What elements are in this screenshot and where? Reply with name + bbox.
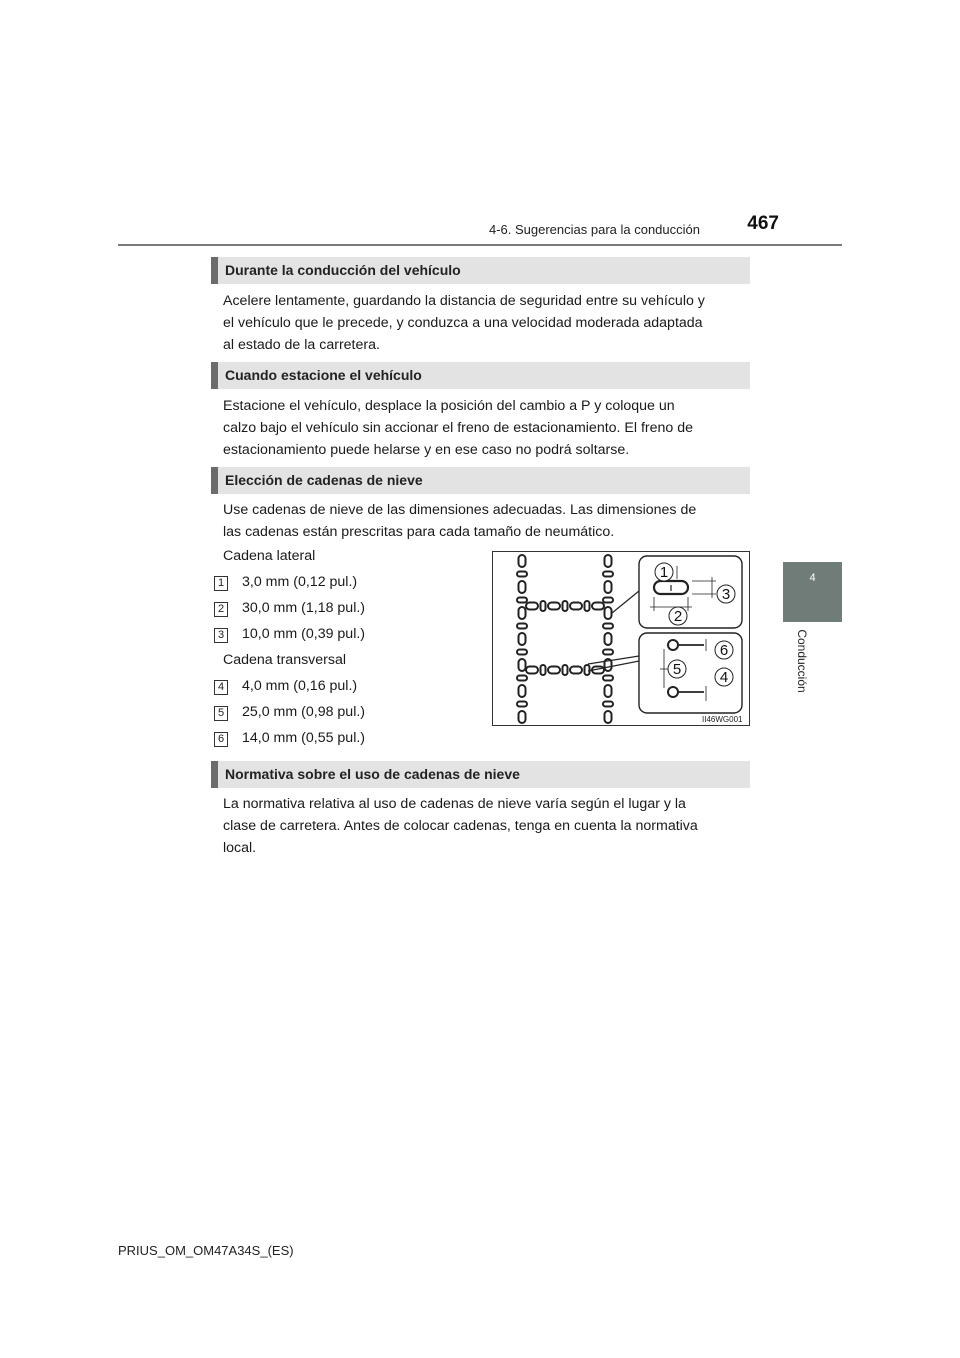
spec-value: 10,0 mm (0,39 pul.) xyxy=(242,626,366,642)
header-section-title: 4-6. Sugerencias para la conducción xyxy=(488,222,700,237)
document-id: PRIUS_OM_OM47A34S_(ES) xyxy=(118,1243,294,1258)
chapter-tab xyxy=(783,562,842,622)
chapter-tab-number: 4 xyxy=(809,572,816,584)
paragraph-line: Acelere lentamente, guardando la distancia de seguridad entre su vehículo y xyxy=(223,293,705,309)
section-heading-text: Normativa sobre el uso de cadenas de nieve xyxy=(225,766,520,782)
section-heading-text: Cuando estacione el vehículo xyxy=(225,367,422,383)
figure-callout: 1 xyxy=(659,564,669,581)
paragraph-chain-choice xyxy=(223,499,744,543)
paragraph-regulations xyxy=(223,793,744,859)
paragraph-driving xyxy=(223,290,744,356)
spec-value: 3,0 mm (0,12 pul.) xyxy=(242,574,358,590)
snow-chain-illustration xyxy=(492,551,750,726)
page-number: 467 xyxy=(747,213,779,234)
section-heading-regulations xyxy=(211,761,750,788)
paragraph-line: local. xyxy=(223,840,257,856)
spec-value: 30,0 mm (1,18 pul.) xyxy=(242,600,366,616)
paragraph-line: el vehículo que le precede, y conduzca a una velocidad moderada adaptada xyxy=(223,315,703,331)
cross-chain-label: Cadena transversal xyxy=(223,652,347,668)
callout-marker-6: 6 xyxy=(214,732,228,747)
paragraph-line: estacionamiento puede helarse y en ese caso no podrá soltarse. xyxy=(223,442,630,458)
callout-marker-1: 1 xyxy=(214,576,228,591)
spec-value: 4,0 mm (0,16 pul.) xyxy=(242,678,358,694)
callout-marker-3: 3 xyxy=(214,628,228,643)
figure-callout: 3 xyxy=(721,586,731,603)
figure-callout: 5 xyxy=(672,661,682,678)
paragraph-line: las cadenas están prescritas para cada tamaño de neumático. xyxy=(223,524,615,540)
callout-marker-4: 4 xyxy=(214,680,228,695)
paragraph-line: al estado de la carretera. xyxy=(223,337,380,353)
paragraph-parking xyxy=(223,395,744,461)
spec-value: 14,0 mm (0,55 pul.) xyxy=(242,730,366,746)
figure-callout: 6 xyxy=(719,642,729,659)
callout-marker-5: 5 xyxy=(214,706,228,721)
section-heading-parking xyxy=(211,362,750,389)
figure-code: II46WG001 xyxy=(702,715,743,724)
spec-value: 25,0 mm (0,98 pul.) xyxy=(242,704,366,720)
section-heading-driving xyxy=(211,257,750,284)
paragraph-line: calzo bajo el vehículo sin accionar el freno de estacionamiento. El freno de xyxy=(223,420,694,436)
callout-marker-2: 2 xyxy=(214,602,228,617)
figure-callout: 4 xyxy=(719,669,729,686)
side-chain-label: Cadena lateral xyxy=(223,548,316,564)
figure-callout: 2 xyxy=(673,608,683,625)
header-divider xyxy=(118,244,842,246)
paragraph-line: Use cadenas de nieve de las dimensiones adecuadas. Las dimensiones de xyxy=(223,502,697,518)
paragraph-line: clase de carretera. Antes de colocar cadenas, tenga en cuenta la normativa xyxy=(223,818,698,834)
section-heading-chain-choice xyxy=(211,467,750,494)
paragraph-line: Estacione el vehículo, desplace la posición del cambio a P y coloque un xyxy=(223,398,675,414)
section-heading-text: Durante la conducción del vehículo xyxy=(225,262,461,278)
paragraph-line: La normativa relativa al uso de cadenas de nieve varía según el lugar y la xyxy=(223,796,686,812)
chapter-tab-label: Conducción xyxy=(795,629,809,693)
section-heading-text: Elección de cadenas de nieve xyxy=(225,472,423,488)
